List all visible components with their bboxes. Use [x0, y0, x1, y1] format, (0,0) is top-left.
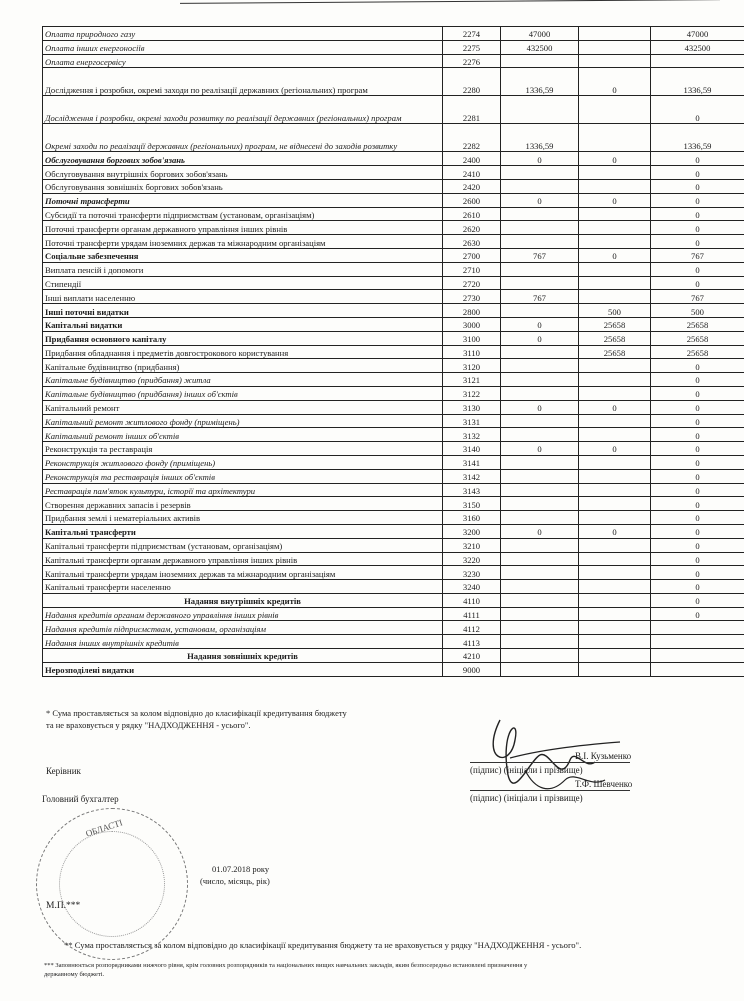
row-code: 3150	[443, 497, 501, 511]
footnote-triple-star-line2: державному бюджеті.	[44, 971, 105, 978]
row-code: 2274	[443, 27, 501, 41]
row-code: 2620	[443, 221, 501, 235]
table-row	[43, 276, 744, 290]
row-code: 3220	[443, 552, 501, 566]
row-name: Виплата пенсій і допомоги	[43, 262, 443, 276]
row-name: Стипендії	[43, 276, 443, 290]
row-general-fund: 1336,59	[501, 124, 579, 152]
row-special-fund	[579, 580, 651, 594]
row-general-fund	[501, 386, 579, 400]
table-row	[43, 221, 744, 235]
row-special-fund	[579, 621, 651, 635]
row-total: 1336,59	[651, 124, 744, 152]
row-general-fund	[501, 497, 579, 511]
accountant-signature-line	[470, 790, 630, 791]
row-total	[651, 649, 744, 663]
row-total: 0	[651, 166, 744, 180]
row-total: 0	[651, 538, 744, 552]
table-row	[43, 469, 744, 483]
row-general-fund	[501, 96, 579, 124]
row-total	[651, 635, 744, 649]
row-code: 2610	[443, 207, 501, 221]
row-general-fund	[501, 54, 579, 68]
row-name: Обслуговування зовнішніх боргових зобов'язань	[43, 179, 443, 193]
row-total: 0	[651, 96, 744, 124]
row-total: 0	[651, 566, 744, 580]
row-code: 2600	[443, 193, 501, 207]
row-total: 0	[651, 400, 744, 414]
date-caption: (число, місяць, рік)	[200, 876, 270, 886]
row-special-fund	[579, 469, 651, 483]
table-row	[43, 290, 744, 304]
table-row	[43, 621, 744, 635]
row-name: Реконструкція та реставрація	[43, 442, 443, 456]
row-total: 0	[651, 593, 744, 607]
row-name: Оплата енергосервісу	[43, 54, 443, 68]
row-code: 3132	[443, 428, 501, 442]
row-special-fund	[579, 635, 651, 649]
row-total: 0	[651, 455, 744, 469]
row-name: Капітальні трансферти населенню	[43, 580, 443, 594]
row-general-fund: 0	[501, 317, 579, 331]
row-name: Капітальні трансферти урядам іноземних держав та міжнародним організаціям	[43, 566, 443, 580]
row-general-fund	[501, 483, 579, 497]
table-row	[43, 193, 744, 207]
row-name: Капітальні трансферти	[43, 524, 443, 538]
row-name: Реставрація пам'яток культури, історії та архітектури	[43, 483, 443, 497]
row-general-fund	[501, 538, 579, 552]
row-total: 0	[651, 428, 744, 442]
row-general-fund	[501, 262, 579, 276]
row-general-fund	[501, 221, 579, 235]
row-total: 0	[651, 276, 744, 290]
row-code: 3200	[443, 524, 501, 538]
row-total: 0	[651, 607, 744, 621]
table-row	[43, 414, 744, 428]
table-row	[43, 483, 744, 497]
row-name: Оплата природного газу	[43, 27, 443, 41]
row-name: Дослідження і розробки, окремі заходи по реалізації державних (регіональних) програм	[43, 68, 443, 96]
top-rule	[180, 0, 720, 4]
row-general-fund	[501, 662, 579, 676]
row-name: Поточні трансферти урядам іноземних держав та міжнародним організаціям	[43, 235, 443, 249]
row-general-fund: 0	[501, 400, 579, 414]
table-row	[43, 317, 744, 331]
table-row	[43, 635, 744, 649]
table-row	[43, 607, 744, 621]
row-total: 25658	[651, 317, 744, 331]
row-name: Надання кредитів органам державного управління інших рівнів	[43, 607, 443, 621]
row-code: 3230	[443, 566, 501, 580]
row-code: 4113	[443, 635, 501, 649]
row-general-fund	[501, 428, 579, 442]
row-total: 25658	[651, 345, 744, 359]
row-total: 0	[651, 235, 744, 249]
accountant-caption: (підпис) (ініціали і прізвище)	[470, 793, 583, 803]
row-general-fund	[501, 235, 579, 249]
row-special-fund	[579, 483, 651, 497]
row-code: 3140	[443, 442, 501, 456]
row-code: 2630	[443, 235, 501, 249]
table-row	[43, 54, 744, 68]
table-row	[43, 497, 744, 511]
table-row	[43, 593, 744, 607]
row-general-fund	[501, 621, 579, 635]
row-total: 0	[651, 359, 744, 373]
row-general-fund: 0	[501, 524, 579, 538]
row-total: 0	[651, 152, 744, 166]
row-code: 4110	[443, 593, 501, 607]
row-special-fund: 0	[579, 524, 651, 538]
row-total: 0	[651, 193, 744, 207]
row-special-fund	[579, 662, 651, 676]
row-total: 432500	[651, 40, 744, 54]
accountant-name: Т.Ф. Шевченко	[575, 779, 633, 789]
row-name: Капітальне будівництво (придбання) житла	[43, 373, 443, 387]
row-name: Капітальні видатки	[43, 317, 443, 331]
row-general-fund	[501, 166, 579, 180]
row-name: Надання зовнішніх кредитів	[43, 649, 443, 663]
row-code: 2410	[443, 166, 501, 180]
row-code: 3122	[443, 386, 501, 400]
row-general-fund: 47000	[501, 27, 579, 41]
table-row	[43, 359, 744, 373]
row-code: 3000	[443, 317, 501, 331]
row-code: 2730	[443, 290, 501, 304]
row-code: 3210	[443, 538, 501, 552]
row-code: 3130	[443, 400, 501, 414]
row-special-fund	[579, 566, 651, 580]
row-special-fund	[579, 27, 651, 41]
row-total: 0	[651, 469, 744, 483]
row-name: Реконструкція житлового фонду (приміщень)	[43, 455, 443, 469]
row-general-fund	[501, 345, 579, 359]
row-name: Створення державних запасів і резервів	[43, 497, 443, 511]
row-total: 0	[651, 207, 744, 221]
row-special-fund: 0	[579, 400, 651, 414]
row-code: 4210	[443, 649, 501, 663]
row-total	[651, 621, 744, 635]
row-code: 2710	[443, 262, 501, 276]
row-total: 0	[651, 221, 744, 235]
table-row	[43, 538, 744, 552]
row-general-fund: 1336,59	[501, 68, 579, 96]
row-name: Інші виплати населенню	[43, 290, 443, 304]
row-special-fund: 0	[579, 193, 651, 207]
table-row	[43, 566, 744, 580]
table-row	[43, 511, 744, 525]
row-general-fund	[501, 649, 579, 663]
row-special-fund	[579, 649, 651, 663]
row-special-fund: 0	[579, 442, 651, 456]
official-stamp	[36, 808, 188, 960]
table-row	[43, 345, 744, 359]
row-name: Оплата інших енергоносіїв	[43, 40, 443, 54]
table-row	[43, 27, 744, 41]
row-name: Капітальні трансферти підприємствам (установам, організаціям)	[43, 538, 443, 552]
row-general-fund	[501, 276, 579, 290]
row-code: 3120	[443, 359, 501, 373]
row-name: Обслуговування боргових зобов'язань	[43, 152, 443, 166]
stamp-text: ОБЛАСТІ	[84, 817, 124, 839]
row-special-fund	[579, 179, 651, 193]
row-name: Капітальне будівництво (придбання) інших об'єктів	[43, 386, 443, 400]
row-general-fund: 0	[501, 152, 579, 166]
table-row	[43, 580, 744, 594]
row-general-fund	[501, 455, 579, 469]
table-row	[43, 442, 744, 456]
row-total: 0	[651, 262, 744, 276]
row-special-fund	[579, 373, 651, 387]
row-name: Окремі заходи по реалізації державних (регіональних) програм, не віднесені до заходів розвитку	[43, 124, 443, 152]
row-general-fund: 767	[501, 290, 579, 304]
row-special-fund	[579, 221, 651, 235]
row-code: 3240	[443, 580, 501, 594]
row-general-fund	[501, 304, 579, 318]
row-special-fund: 25658	[579, 345, 651, 359]
head-name: В.І. Кузьменко	[575, 751, 632, 761]
row-special-fund: 500	[579, 304, 651, 318]
row-name: Капітальне будівництво (придбання)	[43, 359, 443, 373]
row-code: 3160	[443, 511, 501, 525]
row-total: 1336,59	[651, 68, 744, 96]
table-row	[43, 124, 744, 152]
footnote-credit-line2: та не враховується у рядку "НАДХОДЖЕННЯ - усього".	[46, 720, 251, 730]
row-name: Капітальний ремонт житлового фонду (приміщень)	[43, 414, 443, 428]
row-total: 25658	[651, 331, 744, 345]
row-name: Субсидії та поточні трансферти підприємствам (установам, організаціям)	[43, 207, 443, 221]
table-row	[43, 40, 744, 54]
row-special-fund	[579, 262, 651, 276]
row-name: Реконструкція та реставрація інших об'єктів	[43, 469, 443, 483]
row-special-fund	[579, 276, 651, 290]
row-code: 2275	[443, 40, 501, 54]
row-total: 500	[651, 304, 744, 318]
row-total: 767	[651, 290, 744, 304]
table-row	[43, 524, 744, 538]
row-code: 2800	[443, 304, 501, 318]
row-code: 2276	[443, 54, 501, 68]
row-special-fund	[579, 593, 651, 607]
report-date: 01.07.2018 року	[212, 864, 270, 874]
row-special-fund: 0	[579, 68, 651, 96]
row-name: Надання кредитів підприємствам, установам, організаціям	[43, 621, 443, 635]
row-general-fund	[501, 179, 579, 193]
row-special-fund	[579, 538, 651, 552]
row-general-fund	[501, 414, 579, 428]
row-name: Інші поточні видатки	[43, 304, 443, 318]
accountant-label: Головний бухгалтер	[42, 794, 119, 804]
table-row	[43, 428, 744, 442]
row-special-fund: 25658	[579, 331, 651, 345]
stamp-label: М.П.***	[46, 901, 81, 911]
row-total: 0	[651, 373, 744, 387]
row-code: 9000	[443, 662, 501, 676]
row-code: 2400	[443, 152, 501, 166]
row-code: 3143	[443, 483, 501, 497]
row-special-fund	[579, 428, 651, 442]
row-total: 0	[651, 497, 744, 511]
row-code: 2700	[443, 248, 501, 262]
row-general-fund	[501, 207, 579, 221]
table-row	[43, 248, 744, 262]
head-label: Керівник	[46, 766, 81, 776]
row-code: 2280	[443, 68, 501, 96]
table-row	[43, 96, 744, 124]
row-special-fund	[579, 40, 651, 54]
row-name: Поточні трансферти органам державного управління інших рівнів	[43, 221, 443, 235]
row-special-fund	[579, 455, 651, 469]
row-total: 0	[651, 442, 744, 456]
row-total: 0	[651, 414, 744, 428]
table-row	[43, 649, 744, 663]
row-name: Обслуговування внутрішніх боргових зобов'язань	[43, 166, 443, 180]
table-row	[43, 262, 744, 276]
row-total: 0	[651, 179, 744, 193]
row-name: Надання внутрішніх кредитів	[43, 593, 443, 607]
row-name: Нерозподілені видатки	[43, 662, 443, 676]
row-special-fund	[579, 552, 651, 566]
table-row	[43, 455, 744, 469]
table-row	[43, 235, 744, 249]
head-caption: (підпис) (ініціали і прізвище)	[470, 765, 583, 775]
head-signature-line	[470, 762, 630, 763]
row-general-fund: 767	[501, 248, 579, 262]
row-special-fund	[579, 386, 651, 400]
row-special-fund	[579, 124, 651, 152]
row-name: Капітальний ремонт	[43, 400, 443, 414]
row-general-fund	[501, 469, 579, 483]
row-code: 3131	[443, 414, 501, 428]
row-general-fund: 0	[501, 193, 579, 207]
row-name: Капітальний ремонт інших об'єктів	[43, 428, 443, 442]
row-general-fund	[501, 373, 579, 387]
row-code: 2420	[443, 179, 501, 193]
expenses-table	[42, 26, 744, 677]
row-special-fund	[579, 54, 651, 68]
table-row	[43, 373, 744, 387]
row-special-fund	[579, 359, 651, 373]
row-code: 3100	[443, 331, 501, 345]
table-row	[43, 662, 744, 676]
row-special-fund	[579, 497, 651, 511]
table-row	[43, 152, 744, 166]
row-total: 0	[651, 552, 744, 566]
row-general-fund	[501, 566, 579, 580]
row-total: 0	[651, 511, 744, 525]
table-row	[43, 386, 744, 400]
row-total: 0	[651, 483, 744, 497]
table-row	[43, 331, 744, 345]
row-name: Придбання обладнання і предметів довгострокового користування	[43, 345, 443, 359]
row-special-fund: 0	[579, 248, 651, 262]
row-code: 3121	[443, 373, 501, 387]
row-general-fund: 0	[501, 331, 579, 345]
table-row	[43, 68, 744, 96]
table-row	[43, 207, 744, 221]
row-general-fund	[501, 635, 579, 649]
row-special-fund	[579, 235, 651, 249]
row-special-fund	[579, 511, 651, 525]
row-special-fund	[579, 290, 651, 304]
row-general-fund	[501, 593, 579, 607]
row-code: 2281	[443, 96, 501, 124]
table-row	[43, 179, 744, 193]
table-row	[43, 552, 744, 566]
table-row	[43, 304, 744, 318]
row-code: 2720	[443, 276, 501, 290]
row-special-fund	[579, 414, 651, 428]
row-name: Капітальні трансферти органам державного управління інших рівнів	[43, 552, 443, 566]
row-general-fund: 432500	[501, 40, 579, 54]
row-code: 4111	[443, 607, 501, 621]
row-total	[651, 662, 744, 676]
row-special-fund	[579, 166, 651, 180]
row-name: Придбання землі і нематеріальних активів	[43, 511, 443, 525]
table-row	[43, 166, 744, 180]
row-code: 2282	[443, 124, 501, 152]
row-general-fund	[501, 552, 579, 566]
row-total: 0	[651, 524, 744, 538]
row-special-fund	[579, 96, 651, 124]
footnote-triple-star-line1: *** Заповнюється розпорядниками нижчого рівня, крім головних розпорядників та національних вищих навчальних закладів, яким безпосередньо встановлені призначення у	[44, 962, 528, 969]
row-name: Поточні трансферти	[43, 193, 443, 207]
row-special-fund: 0	[579, 152, 651, 166]
row-name: Дослідження і розробки, окремі заходи розвитку по реалізації державних (регіональних) програм	[43, 96, 443, 124]
row-name: Соціальне забезпечення	[43, 248, 443, 262]
row-general-fund	[501, 359, 579, 373]
row-total: 47000	[651, 27, 744, 41]
footnote-double-star: ** Сума проставляється за колом відповідно до класифікації кредитування бюджету та не враховується у рядку "НАДХОДЖЕННЯ - усього".	[64, 940, 582, 950]
row-general-fund	[501, 607, 579, 621]
row-name: Придбання основного капіталу	[43, 331, 443, 345]
row-total: 0	[651, 580, 744, 594]
table-row	[43, 400, 744, 414]
row-total	[651, 54, 744, 68]
row-total: 767	[651, 248, 744, 262]
footnote-credit-line1: * Сума проставляється за колом відповідно до класифікації кредитування бюджету	[46, 708, 347, 718]
row-code: 3142	[443, 469, 501, 483]
row-code: 3110	[443, 345, 501, 359]
row-special-fund	[579, 207, 651, 221]
row-general-fund	[501, 580, 579, 594]
row-code: 3141	[443, 455, 501, 469]
row-code: 4112	[443, 621, 501, 635]
row-total: 0	[651, 386, 744, 400]
row-name: Надання інших внутрішніх кредитів	[43, 635, 443, 649]
row-general-fund: 0	[501, 442, 579, 456]
row-special-fund	[579, 607, 651, 621]
row-special-fund: 25658	[579, 317, 651, 331]
row-general-fund	[501, 511, 579, 525]
